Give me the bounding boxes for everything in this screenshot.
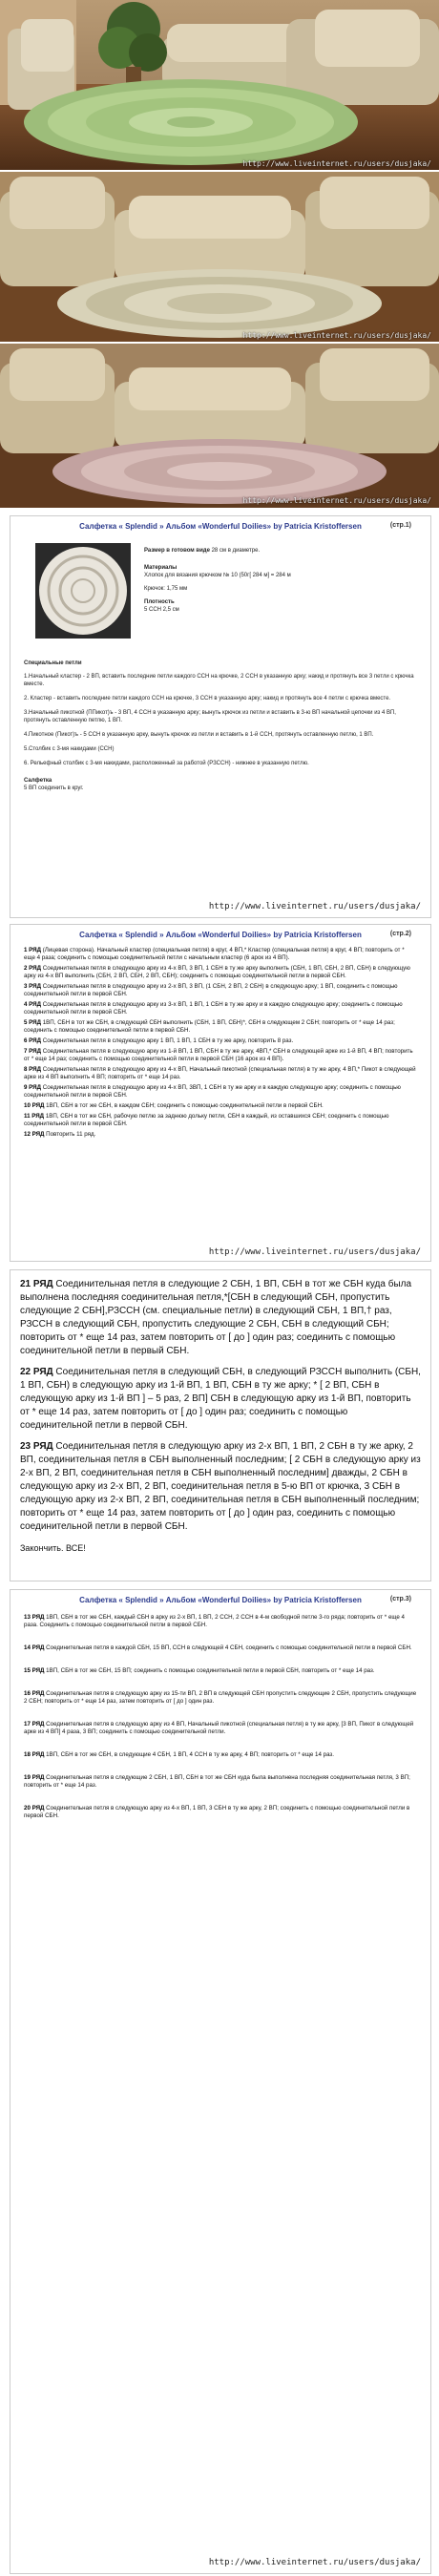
pattern-page-4 — [10, 1589, 431, 2574]
pattern-row: 2 РЯД Соединительная петля в следующую арку из 4-х ВП, 3 ВП, 1 СБН в ту же арку выполнить (СБН, 1 ВП, СБН, 2 ВП, СБН) в следующую арку из 4-х ВП выполнить (СБН, 2 ВП, СБН, 2 ВП, СБН); соединить с помощью соединительной петли в первой СБН. — [24, 965, 410, 979]
pattern-row: 8 РЯД Соединительная петля в следующую арку из 4-х ВП, Начальный пикотной (специальная петля) в ту же арку, 4 ВП,* Пикот в следующей арке из 4 ВП выполнить 4 ВП; повторить от * еще 14 раз. — [24, 1066, 416, 1080]
watermark-url: http://www.liveinternet.ru/users/dusjaka/ — [208, 1247, 421, 1257]
pattern-row: 3 РЯД Соединительная петля в следующую арку из 2-х ВП, 3 ВП, (1 СБН, 2 ВП, 2 СБН) в следующую арку; 1 ВП, соединить с помощью соединительной петли в первой СБН. — [24, 983, 398, 997]
napkin-label: Салфетка — [24, 778, 52, 784]
pattern-row: 11 РЯД 1ВП, СБН в тот же СБН, рабочую петлю за заднюю дольку петли, СБН в каждый, из оставшихся СБН; соединить с помощью соединительной петли в первой СБН. — [24, 1113, 389, 1127]
page-header: Салфетка « Splendid » Альбом «Wonderful Doilies» by Patricia Kristoffersen — [79, 1596, 362, 1604]
materials-value: Хлопок для вязания крючком № 10 (50г[ 284 м] = 284 м — [144, 573, 291, 578]
pattern-row: 5 РЯД 1ВП, СБН в тот же СБН, в следующий СБН выполнить (СБН, 1 ВП, СБН)*, СБН в следующем 2 СБН; повторить от * еще 14 раз; соединить с помощью соединительной петли в первой СБН. — [24, 1019, 395, 1034]
watermark-url: http://www.liveinternet.ru/users/dusjaka/ — [242, 159, 431, 168]
watermark-url: http://www.liveinternet.ru/users/dusjaka/ — [242, 331, 431, 340]
pattern-row: 14 РЯД Соединительная петля в каждой СБН, 15 ВП, ССН в следующей 4 СБН, соединить с помощью соединительной петли в первой СБН. — [24, 1644, 412, 1651]
napkin-value: 5 ВП соединить в круг. — [24, 785, 84, 791]
size-value: 28 см в диаметре. — [211, 548, 261, 554]
pattern-row: 6 РЯД Соединительная петля в следующую арку 1 ВП, 1 ВП, 1 СБН в ту же арку, повторить 8 раз. — [24, 1037, 294, 1044]
pattern-row: 17 РЯД Соединительная петля в следующую арку из 4 ВП, Начальный пикотной (специальная петля) в ту же арку, [3 ВП, Пикот в следующей арке из 4 ВП] 4 раза, 3 ВП; соединить с помощью соединительной петли. — [24, 1721, 414, 1735]
pattern-row: 15 РЯД 1ВП, СБН в тот же СБН, 15 ВП; соединить с помощью соединительной петли в первой СБН, повторить от * еще 14 раз. — [24, 1667, 375, 1674]
pattern-row: 21 РЯД Соединительная петля в следующие 2 СБН, 1 ВП, СБН в тот же СБН куда была выполнена последняя соединительная петля,*[СБН в следующий СБН, пропустить следующие 2 СБН],РЗССН (см. специальные петли) в следующий СБН, 1 ВП,† раз, РЗССН в следующий СБН, пропустить следующие 2 СБН, СБН в следующий СБН; повторить от * еще 14 раз, затем повторить от [ до ] один раз; соединить с помощью соединительной петли в первый СБН. — [20, 1279, 412, 1356]
photo-cream-rug-image — [0, 172, 439, 342]
special-stitch-item: 1.Начальный кластер - 2 ВП, вставить последние петли каждого ССН на крючке, 2 ССН в указанную арку; накид и протянуть все 3 петли с крючка вместе. — [24, 674, 414, 687]
hook-value: Крючок: 1,75 мм — [144, 586, 188, 592]
watermark-url: http://www.liveinternet.ru/users/dusjaka/ — [208, 902, 421, 911]
page-header: Салфетка « Splendid » Альбом «Wonderful Doilies» by Patricia Kristoffersen — [79, 522, 362, 531]
special-stitches-title: Специальные петли — [24, 660, 82, 666]
pattern-page-3 — [10, 1269, 431, 1581]
pattern-row: 22 РЯД Соединительная петля в следующий СБН, в следующий РЗССН выполнить (СБН, 1 ВП, СБН) в следующую арку из 1-й ВП, 1 ВП, СБН в ту же арку; * [ 2 ВП, СБН в следующую арку из 1-й ВП ] – 5 раз, 2 ВП] СБН в следующую арку из 1-й ВП, повторить от * еще 14 раз, затем повторить от [ до ] один раз; соединить с помощью соединительной петли в первой СБН. — [20, 1367, 421, 1431]
pattern-row: 18 РЯД 1ВП, СБН в тот же СБН, в следующие 4 СБН, 1 ВП, 4 ССН в ту же арку, 4 ВП; повторить от * еще 14 раз. — [24, 1751, 334, 1758]
gauge-value: 5 ССН 2,5 см — [144, 607, 179, 613]
pattern-row: 4 РЯД Соединительная петля в следующую арку из 3-х ВП, 1 ВП, 1 СБН в ту же арку и в каждую следующую арку; соединить с помощью соединительной петли в первой СБН. — [24, 1001, 403, 1016]
photo-green-rug-image — [0, 0, 439, 170]
pattern-page-2 — [10, 924, 431, 1262]
finish-note: Закончить. ВСЕ! — [20, 1543, 86, 1553]
special-stitch-item: 3.Начальный пикотной (ППикот)ъ - 3 ВП, 4 ССН в указанную арку; вынуть крючок из петли и вставить в 3-ю ВП начальной цепочки из 4 ВП, протянуть оставленную петлю, 1 ВП. — [24, 710, 396, 723]
page-number: (стр.1) — [389, 522, 411, 529]
doily-image — [35, 543, 131, 639]
pattern-row: 13 РЯД 1ВП, СБН в тот же СБН, каждый СБН в арку из 2-х ВП, 1 ВП, 2 ССН, 2 ССН в 4-м свободной петле 3-го ряда; повторить от * еще 4 раза. Соединить с помощью соединительной петли в первой СБН. — [24, 1614, 406, 1628]
pattern-row: 19 РЯД Соединительная петля в следующие 2 СБН, 1 ВП, СБН в тот же СБН куда была выполнена последняя соединительная петля, 3 ВП; повторить от * еще 14 раз. — [24, 1774, 410, 1789]
photo-pink-rug-image — [0, 344, 439, 508]
pattern-row: 16 РЯД Соединительная петля в следующую арку из 15-ти ВП, 2 ВП в следующей СБН пропустить следующие 2 СБН, пропустить следующие 2 СБН; повторить от * еще 14 раз, затем повторить от [ до ] один раз. — [24, 1690, 417, 1705]
size-label: Размер в готовом виде — [144, 548, 210, 554]
special-stitch-item: 2. Кластер - вставить последние петли каждого ССН на крючке, 3 ССН в указанную арку; накид и протянуть все 4 петли с крючка вместе. — [24, 696, 391, 702]
pattern-row: 7 РЯД Соединительная петля в следующую арку из 1-й ВП, 1 ВП, СБН в ту же арку, 4ВП,* СБН в следующей арке из 1-й ВП, 4 ВП; повторить от * еще 14 раз; соединить с помощью соединительной петли в первой СБН (16 арок из 4 ВП). — [24, 1048, 413, 1062]
watermark-url: http://www.liveinternet.ru/users/dusjaka/ — [208, 2558, 421, 2567]
materials-label: Материалы — [144, 565, 178, 571]
pattern-row: 12 РЯД Повторить 11 ряд. — [24, 1131, 96, 1138]
doily-photo — [35, 543, 131, 639]
special-stitch-item: 4.Пикотное (Пикот)ъ - 5 ССН в указанную арку, вынуть крючок из петли и вставить в 1-й ССН, протянуть оставленную петлю, 1 ВП. — [24, 732, 374, 738]
special-stitch-item: 6. Рельефный столбик с 3-мя накидами, расположенный за работой (РЗССН) - нижнее в указанную петлю. — [24, 761, 309, 766]
pattern-row: 23 РЯД Соединительная петля в следующую арку из 2-х ВП, 1 ВП, 2 СБН в ту же арку, 2 ВП, соединительная петля в СБН выполненный последним; [ 2 СБН в следующую арку из 2-х ВП, 2 ВП, соединительная петля в СБН выполненный последним] дважды, 2 СБН в следующую арку из 2-х ВП, 2 ВП, соединительная петля в 5-ю ВП от крючка, 3 СБН в следующую арку из 2-х ВП, 2 ВП, соединительная петля в СБН выполненный последним; повторить от * еще 14 раз, затем повторить от [ до ] один раз, соединить с помощью соединительной петли в первой СБН. — [20, 1441, 421, 1532]
pattern-row: 1 РЯД (Лицевая сторона). Начальный кластер (специальная петля) в круг, 4 ВП,* Кластер (специальная петля) в круг, 4 ВП; повторить от * еще 4 раза; соединить с помощью соединительной петли с начальным кластер (6 арок из 4 ВП). — [24, 947, 405, 961]
pattern-page-1 — [10, 515, 431, 918]
page-number: (стр.3) — [389, 1596, 411, 1602]
special-stitch-item: 5.Столбик с 3-мя накидами (ССН) — [24, 746, 115, 752]
photo-green-rug — [0, 0, 439, 170]
page-header: Салфетка « Splendid » Альбом «Wonderful Doilies» by Patricia Kristoffersen — [79, 931, 362, 939]
photo-pink-rug — [0, 344, 439, 508]
photo-cream-rug — [0, 172, 439, 342]
page-number: (стр.2) — [389, 931, 411, 937]
gauge-label: Плотность — [144, 599, 175, 605]
pattern-row: 20 РЯД Соединительная петля в следующую арку из 4-х ВП, 1 ВП, 3 СБН в ту же арку, 2 ВП; соединить с помощью соединительной петли в первой СБН. — [24, 1805, 410, 1819]
pattern-row: 9 РЯД Соединительная петля в следующую арку из 4-х ВП, 3ВП, 1 СБН в ту же арку и в каждую следующую арку; соединить с помощью соединительной петли в первой СБН. — [24, 1084, 401, 1099]
pattern-row: 10 РЯД 1ВП, СБН в тот же СБН, в каждом СБН; соединить с помощью соединительной петли в первой СБН. — [24, 1102, 324, 1109]
watermark-url: http://www.liveinternet.ru/users/dusjaka/ — [242, 496, 431, 505]
